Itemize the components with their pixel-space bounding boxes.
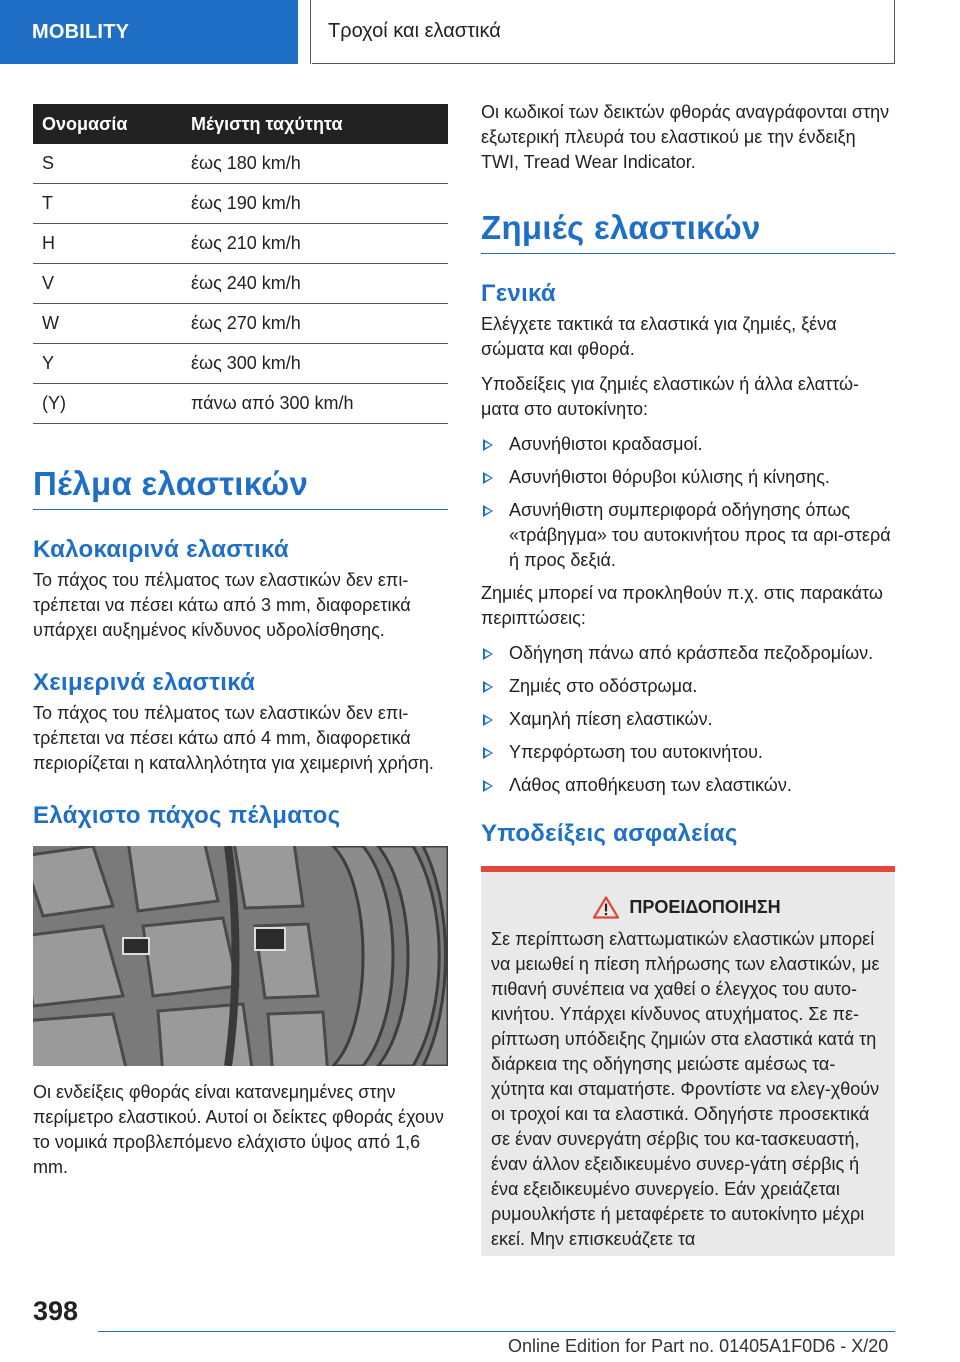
damage-signs-list — [481, 432, 895, 573]
chapter-header — [312, 0, 895, 64]
warning-title-row — [491, 896, 883, 919]
minimum-tread-heading: Ελάχιστο πάχος πέλματος — [33, 802, 341, 829]
tire-damage-heading: Ζημιές ελαστικών — [481, 209, 895, 254]
table-header-row — [33, 104, 448, 144]
section-tab — [0, 0, 298, 64]
col-header-designation: Ονομασία — [33, 104, 182, 144]
general-heading: Γενικά — [481, 280, 556, 307]
cell-speed: έως 210 km/h — [182, 224, 448, 264]
list-item-text: Ασυνήθιστη συμπεριφορά οδήγησης όπως «τράβηγμα» του αυτοκινήτου προς τα αρι-στερά ή προς δεξιά. — [509, 500, 891, 570]
list-item-text: Ζημιές στο οδόστρωμα. — [509, 676, 698, 696]
table-row — [33, 144, 448, 184]
damage-causes-list — [481, 641, 895, 798]
list-item-text: Χαμηλή πίεση ελαστικών. — [509, 709, 713, 729]
edition-text: Online Edition for Part no. 01405A1F0D6 - X/20 — [508, 1336, 889, 1356]
list-item — [481, 641, 895, 666]
bullet-triangle-icon — [483, 505, 493, 517]
cell-designation: Y — [33, 344, 182, 384]
warning-text: Σε περίπτωση ελαττωματικών ελαστικών μπορεί να μειωθεί η πίεση πλήρωσης των ελαστικών, με πιθανή συνέπεια να χαθεί ο έλεγχος του αυτο-κινήτου. Υπάρχει κίνδυνος ατυχήματος. Σε πε-ρίπτωση υπόδειξης ζημιών στα ελαστικά κατά τη διάρκεια της οδήγησης μειώστε αμέσως τα-χύτητα και σταματήστε. Φροντίστε να ελεγ-χθούν οι τροχοί και τα ελαστικά. Οδηγήστε προσεκτικά σε έναν συνεργάτη σέρβις του κα-τασκευαστή, έναν άλλον εξειδικευμένο συνερ-γάτη σέρβις ή ένα εξειδικευμένο συνεργείο. Εάν χρειάζεται ρυμουλκήστε ή μεταφέρετε το αυτοκίνητο μέχρι εκεί. Μην επισκευάζετε τα — [491, 929, 880, 1249]
list-item — [481, 674, 895, 699]
list-item — [481, 707, 895, 732]
wear-indicator-caption: Οι ενδείξεις φθοράς είναι κατανεμημένες στην περίμετρο ελαστικού. Αυτοί οι δείκτες φθοράς έχουν το νομικά προβλεπόμενο ελάχιστο ύψος από 1,6 mm. — [33, 1082, 444, 1177]
cell-speed: έως 180 km/h — [182, 144, 448, 184]
speed-rating-table — [33, 104, 448, 424]
bullet-triangle-icon — [483, 439, 493, 451]
header-divider — [310, 0, 311, 64]
general-text-2: Υποδείξεις για ζημιές ελαστικών ή άλλα ελαττώ-ματα στο αυτοκίνητο: — [481, 374, 860, 419]
warning-title: ΠΡΟΕΙΔΟΠΟΙΗΣΗ — [629, 897, 781, 917]
table-row — [33, 304, 448, 344]
list-item — [481, 432, 895, 457]
list-item-text: Λάθος αποθήκευση των ελαστικών. — [509, 775, 792, 795]
page-number: 398 — [33, 1296, 79, 1326]
list-item — [481, 465, 895, 490]
summer-tires-text: Το πάχος του πέλματος των ελαστικών δεν επι-τρέπεται να πέσει κάτω από 3 mm, διαφορετικά υπάρχει αυξημένος κίνδυνος υδρολίσθησης. — [33, 570, 411, 640]
bullet-triangle-icon — [483, 714, 493, 726]
col-header-max-speed: Μέγιστη ταχύτητα — [182, 104, 448, 144]
twi-intro-text: Οι κωδικοί των δεικτών φθοράς αναγράφονται στην εξωτερική πλευρά του ελαστικού με την ένδειξη TWI, Tread Wear Indicator. — [481, 102, 890, 172]
cell-designation: V — [33, 264, 182, 304]
tire-tread-illustration — [33, 846, 448, 1066]
safety-heading: Υποδείξεις ασφαλείας — [481, 820, 738, 847]
left-column — [33, 104, 448, 1180]
warning-triangle-icon — [593, 896, 619, 919]
table-row — [33, 384, 448, 424]
bullet-triangle-icon — [483, 747, 493, 759]
chapter-title: Τροχοί και ελαστικά — [328, 20, 501, 42]
list-item-text: Υπερφόρτωση του αυτοκινήτου. — [509, 742, 763, 762]
list-item-text: Ασυνήθιστοι κραδασμοί. — [509, 434, 703, 454]
cell-designation: T — [33, 184, 182, 224]
cell-designation: S — [33, 144, 182, 184]
cell-speed: πάνω από 300 km/h — [182, 384, 448, 424]
table-row — [33, 184, 448, 224]
wear-indicator-mark — [255, 928, 285, 950]
tread-heading: Πέλμα ελαστικών — [33, 465, 448, 510]
general-text-1: Ελέγχετε τακτικά τα ελαστικά για ζημιές, ξένα σώματα και φθορά. — [481, 314, 837, 359]
footer-divider — [98, 1331, 895, 1332]
list-item-text: Ασυνήθιστοι θόρυβοι κύλισης ή κίνησης. — [509, 467, 830, 487]
cell-designation: (Y) — [33, 384, 182, 424]
causes-intro-text: Ζημιές μπορεί να προκληθούν π.χ. στις παρακάτω περιπτώσεις: — [481, 583, 883, 628]
winter-tires-heading: Χειμερινά ελαστικά — [33, 669, 256, 696]
bullet-triangle-icon — [483, 681, 493, 693]
bullet-triangle-icon — [483, 648, 493, 660]
cell-speed: έως 300 km/h — [182, 344, 448, 384]
list-item — [481, 498, 895, 573]
list-item-text: Οδήγηση πάνω από κράσπεδα πεζοδρομίων. — [509, 643, 874, 663]
tread-wear-indicator-image — [33, 846, 448, 1066]
cell-speed: έως 240 km/h — [182, 264, 448, 304]
table-row — [33, 224, 448, 264]
cell-designation: H — [33, 224, 182, 264]
warning-box — [481, 866, 895, 1256]
cell-speed: έως 270 km/h — [182, 304, 448, 344]
summer-tires-heading: Καλοκαιρινά ελαστικά — [33, 536, 289, 563]
cell-designation: W — [33, 304, 182, 344]
table-row — [33, 264, 448, 304]
wear-indicator-mark — [123, 938, 149, 954]
section-label: MOBILITY — [32, 20, 130, 43]
list-item — [481, 773, 895, 798]
bullet-triangle-icon — [483, 472, 493, 484]
right-column — [481, 100, 895, 1256]
bullet-triangle-icon — [483, 780, 493, 792]
cell-speed: έως 190 km/h — [182, 184, 448, 224]
winter-tires-text: Το πάχος του πέλματος των ελαστικών δεν επι-τρέπεται να πέσει κάτω από 4 mm, διαφορετικά περιορίζεται η καταλληλότητα για χειμερινή χρήση. — [33, 703, 434, 773]
table-row — [33, 344, 448, 384]
list-item — [481, 740, 895, 765]
